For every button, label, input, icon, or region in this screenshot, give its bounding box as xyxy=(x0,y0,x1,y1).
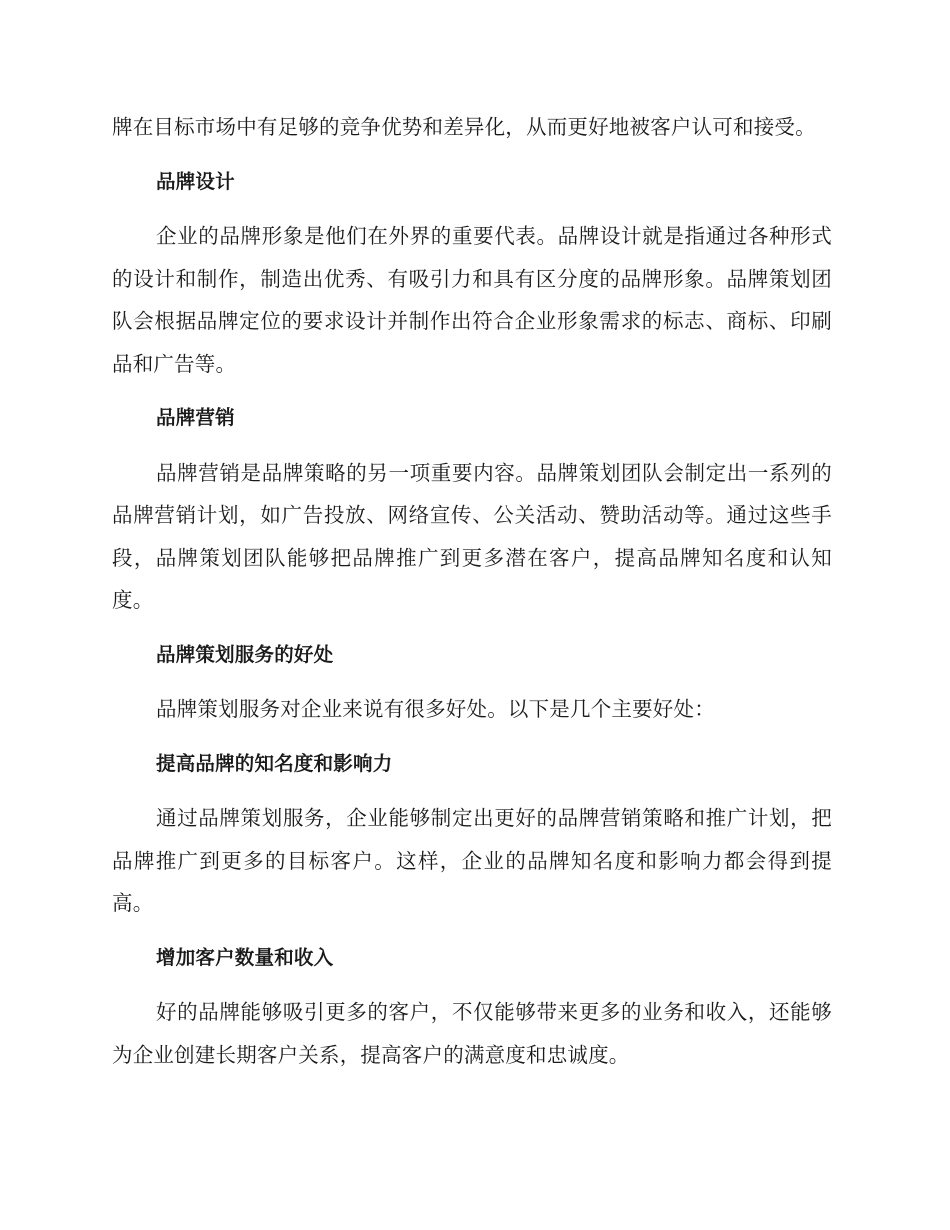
paragraph-customers-revenue: 好的品牌能够吸引更多的客户，不仅能够带来更多的业务和收入，还能够为企业创建长期客户关系，提高客户的满意度和忠诚度。 xyxy=(112,1000,832,1067)
paragraph-brand-marketing: 品牌营销是品牌策略的另一项重要内容。品牌策划团队会制定出一系列的品牌营销计划，如广告投放、网络宣传、公关活动、赞助活动等。通过这些手段，品牌策划团队能够把品牌推广到更多潜在客户，提高品牌知名度和认知度。 xyxy=(112,460,832,612)
heading-awareness-influence: 提高品牌的知名度和影响力 xyxy=(156,751,393,775)
document-body xyxy=(112,106,832,1088)
paragraph-service-benefits: 品牌策划服务对企业来说有很多好处。以下是几个主要好处： xyxy=(156,697,715,721)
heading-brand-marketing: 品牌营销 xyxy=(156,406,235,429)
paragraph-awareness-influence: 通过品牌策划服务，企业能够制定出更好的品牌营销策略和推广计划，把品牌推广到更多的目标客户。这样，企业的品牌知名度和影响力都会得到提高。 xyxy=(112,806,832,915)
paragraph-continued: 牌在目标市场中有足够的竞争优势和差异化，从而更好地被客户认可和接受。 xyxy=(112,115,816,139)
heading-service-benefits: 品牌策划服务的好处 xyxy=(156,642,334,666)
heading-brand-design: 品牌设计 xyxy=(156,169,235,193)
heading-customers-revenue: 增加客户数量和收入 xyxy=(156,945,334,969)
paragraph-brand-design: 企业的品牌形象是他们在外界的重要代表。品牌设计就是指通过各种形式的设计和制作，制造出优秀、有吸引力和具有区分度的品牌形象。品牌策划团队会根据品牌定位的要求设计并制作出符合企业形象需求的标志、商标、印刷品和广告等。 xyxy=(112,224,832,376)
